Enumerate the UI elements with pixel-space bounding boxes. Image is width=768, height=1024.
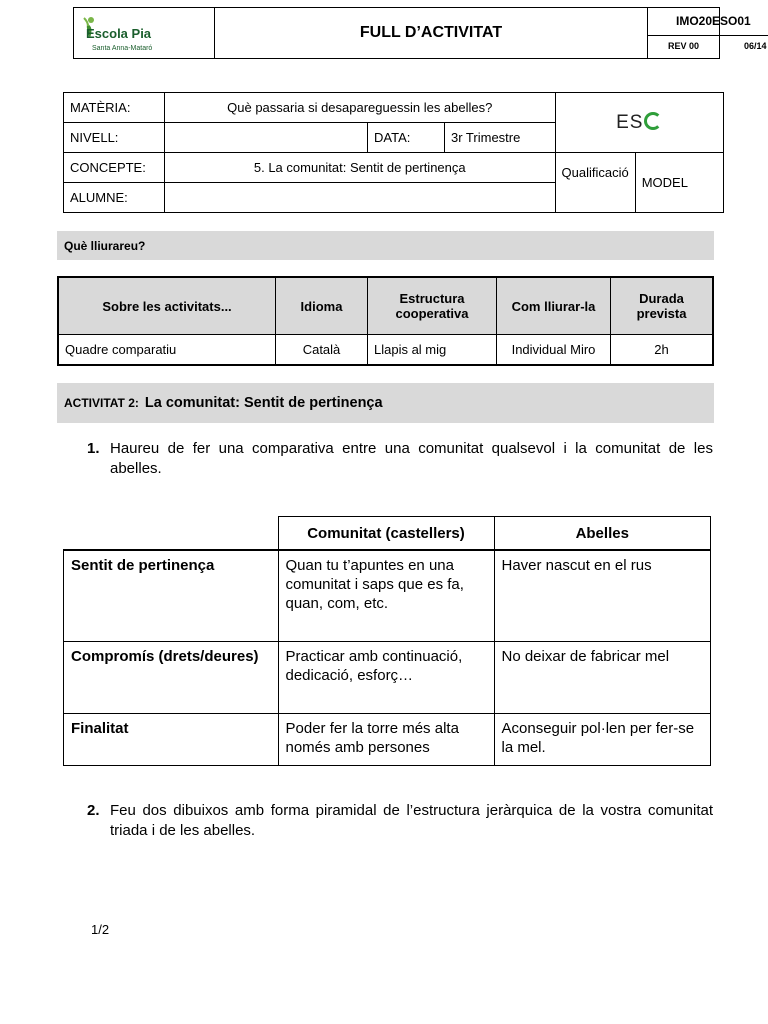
list-item (87, 439, 713, 479)
comparison-table (63, 516, 711, 766)
comparison-header-empty (64, 517, 279, 551)
deliverables-section-title: Què lliurareu? (57, 231, 714, 260)
activity-header (57, 383, 714, 423)
info-table (63, 92, 724, 213)
deliverables-header: Durada prevista (611, 277, 714, 335)
deliverables-table (57, 276, 714, 366)
alumne-label: ALUMNE: (64, 183, 165, 213)
revision-date: 06/14 (744, 41, 767, 51)
deliverables-cell: 2h (611, 335, 714, 366)
revision: REV 00 (668, 41, 700, 51)
list-item-number: 1. (87, 440, 100, 457)
list-item-text: Haureu de fer una comparativa entre una comunitat qualsevol i la comunitat de les abelles. (110, 440, 713, 477)
table-row (64, 550, 711, 641)
comparison-header: Comunitat (castellers) (278, 517, 494, 551)
eso-circle-icon (644, 112, 662, 130)
comparison-header-row (64, 517, 711, 551)
deliverables-header: Idioma (276, 277, 368, 335)
deliverables-cell: Quadre comparatiu (58, 335, 276, 366)
deliverables-cell: Individual Miro (497, 335, 611, 366)
eso-logo (555, 93, 724, 153)
table-row (64, 641, 711, 713)
abelles-cell: Aconseguir pol·len per fer-se la mel. (494, 713, 711, 765)
logo-name: Escola Pia (86, 26, 152, 41)
deliverables-cell: Català (276, 335, 368, 366)
qualificacio-label: Qualificació (555, 153, 635, 213)
comunitat-cell: Quan tu t’apuntes en una comunitat i saps que es fa, quan, com, etc. (278, 550, 494, 641)
deliverables-row (58, 335, 713, 366)
document-code: IMO20ESO01 (676, 14, 751, 28)
eso-logo-text: ES (616, 111, 644, 133)
alumne-value (165, 183, 556, 213)
document-title: FULL D’ACTIVITAT (214, 8, 648, 58)
row-label: Finalitat (64, 713, 279, 765)
comparison-header: Abelles (494, 517, 711, 551)
deliverables-cell: Llapis al mig (368, 335, 497, 366)
row-label: Compromís (drets/deures) (64, 641, 279, 713)
comunitat-cell: Practicar amb continuació, dedicació, esforç… (278, 641, 494, 713)
deliverables-header: Sobre les activitats... (58, 277, 276, 335)
document-code-box (648, 8, 767, 58)
materia-value: Què passaria si desapareguessin les abelles? (165, 93, 556, 123)
school-logo (74, 8, 214, 58)
deliverables-header-row (58, 277, 713, 335)
abelles-cell: Haver nascut en el rus (494, 550, 711, 641)
model-label: MODEL (635, 153, 723, 213)
concepte-label: CONCEPTE: (64, 153, 165, 183)
page-number: 1/2 (91, 922, 110, 937)
activity-title: La comunitat: Sentit de pertinença (144, 395, 383, 411)
logo-subtitle: Santa Anna-Mataró (92, 45, 153, 52)
table-row (64, 713, 711, 765)
nivell-label: NIVELL: (64, 123, 165, 153)
materia-label: MATÈRIA: (64, 93, 165, 123)
list-item (87, 801, 713, 841)
concepte-value: 5. La comunitat: Sentit de pertinença (165, 153, 556, 183)
nivell-value (165, 123, 368, 153)
row-label: Sentit de pertinença (64, 550, 279, 641)
list-item-text: Feu dos dibuixos amb forma piramidal de l’estructura jeràrquica de la vostra comunitat triada i de les abelles. (110, 802, 713, 839)
document-header (73, 7, 767, 59)
data-label: DATA: (368, 123, 445, 153)
code-divider (648, 35, 768, 36)
deliverables-header: Estructura cooperativa (368, 277, 497, 335)
activity-label: ACTIVITAT 2: (64, 396, 139, 410)
data-value: 3r Trimestre (445, 123, 556, 153)
list-item-number: 2. (87, 802, 100, 819)
deliverables-header: Com lliurar-la (497, 277, 611, 335)
comunitat-cell: Poder fer la torre més alta només amb persones (278, 713, 494, 765)
abelles-cell: No deixar de fabricar mel (494, 641, 711, 713)
